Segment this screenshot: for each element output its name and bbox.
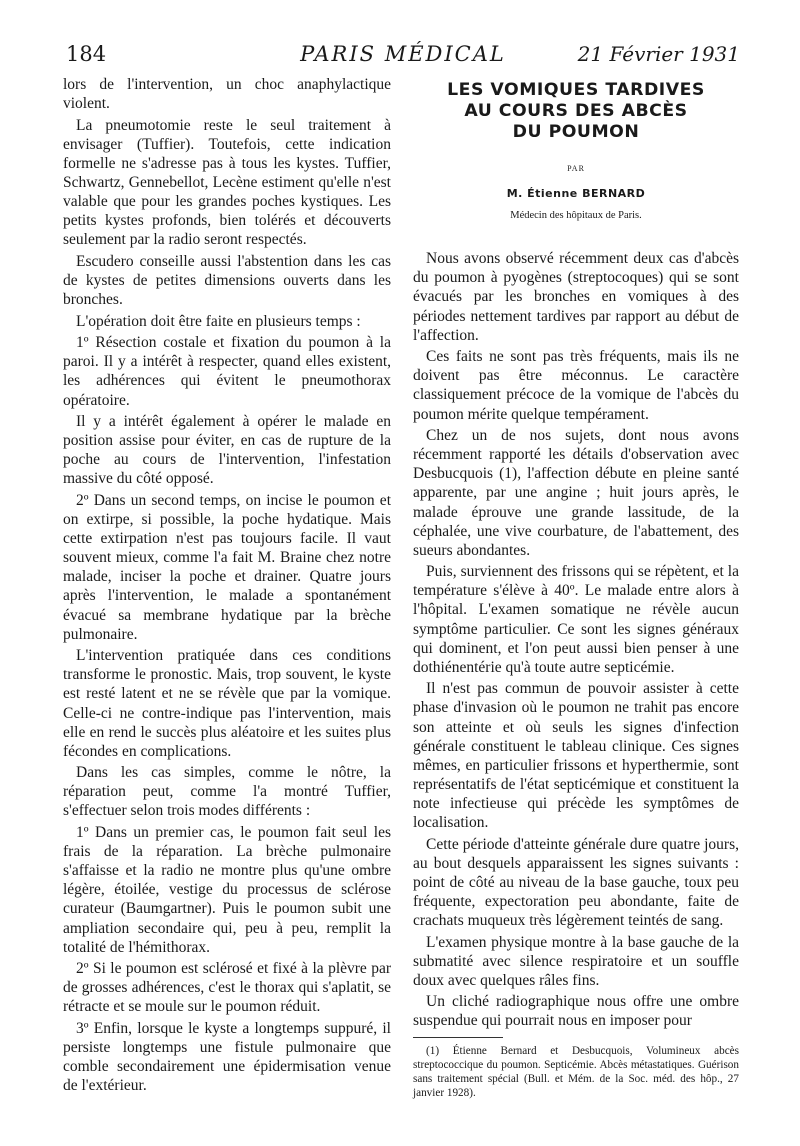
paragraph: 2º Si le poumon est sclérosé et fixé à la plèvre par de grosses adhérences, c'est le thorax qui s'aplatit, se rétracte et se moule sur le poumon réduit. bbox=[63, 960, 391, 1016]
paragraph: 3º Enfin, lorsque le kyste a longtemps suppuré, il persiste longtemps une fistule pulmonaire que comble secondairement une épidermisation venue de l'extérieur. bbox=[63, 1020, 391, 1095]
paragraph: Ces faits ne sont pas très fréquents, mais ils ne doivent pas être méconnus. Le caractère classiquement précoce de la vomique de l'abcès du poumon mérite quelque tempérament. bbox=[413, 348, 739, 423]
left-column bbox=[63, 75, 391, 1098]
title-line: DU POUMON bbox=[512, 122, 640, 142]
paragraph: Dans les cas simples, comme le nôtre, la réparation peut, comme l'a montré Tuffier, s'effectuer selon trois modes différents : bbox=[63, 764, 391, 820]
paragraph: 1º Dans un premier cas, le poumon fait seul les frais de la réparation. La brèche pulmonaire s'affaisse et la radio ne montre plus qu'une ombre légère, étoilée, vestige du processus de sclérose curateur (Baumgartner). Puis le poumon subit une ampliation secondaire qui, peu à peu, remplit la totalité de l'hémithorax. bbox=[63, 824, 391, 956]
paragraph: Escudero conseille aussi l'abstention dans les cas de kystes de petites dimensions ouverts dans les bronches. bbox=[63, 252, 391, 309]
paragraph: Cette période d'atteinte générale dure quatre jours, au bout desquels apparaissent les signes suivants : point de côté au niveau de la base gauche, toux peu fréquente, expectoration peu abondante, faite de crachats muqueux très légèrement teintés de sang. bbox=[413, 835, 739, 929]
paragraph: lors de l'intervention, un choc anaphylactique violent. bbox=[63, 76, 391, 113]
byline-par: PAR bbox=[567, 164, 585, 173]
right-column bbox=[413, 75, 739, 1100]
page-header bbox=[66, 42, 740, 72]
footnote-divider bbox=[413, 1037, 503, 1038]
paragraph: Chez un de nos sujets, dont nous avons récemment rapporté les détails d'observation avec Desbucquois (1), l'affection débute en pleine santé apparente, par une angine ; huit jours après, le malade éprouve une grande lassitude, de la céphalée, une vive courbature, de l'abattement, des sueurs abondantes. bbox=[413, 427, 739, 559]
paragraph: Nous avons observé récemment deux cas d'abcès du poumon à pyogènes (streptocoques) qui se sont évacués par les bronches en vomiques à des périodes nettement tardives par rapport au début de l'affection. bbox=[413, 250, 739, 344]
paragraph: La pneumotomie reste le seul traitement à envisager (Tuffier). Toutefois, cette indication formelle ne s'adresse pas à tous les kystes. Tuffier, Schwartz, Gennebellot, Lecène estiment qu'elle n'est valable que pour les grandes poches kystiques. Les petits kystes profonds, bien tolérés et découverts seulement par la radio seront respectés. bbox=[63, 116, 391, 249]
footnote: (1) Étienne Bernard et Desbucquois, Volumineux abcès streptococcique du poumon. Septicémie. Abcès métastatiques. Guérison sans traitement spécial (Bull. et Mém. de la Soc. méd. des hôp., 27 janvier 1928). bbox=[413, 1044, 739, 1099]
paragraph: L'examen physique montre à la base gauche de la submatité avec silence respiratoire et un souffle doux avec quelques râles fins. bbox=[413, 933, 739, 989]
article-title bbox=[413, 80, 739, 143]
author-name: M. Étienne BERNARD bbox=[506, 187, 646, 201]
issue-date: 21 Février 1931 bbox=[577, 42, 740, 66]
paragraph: Il n'est pas commun de pouvoir assister à cette phase d'invasion où le poumon ne trahit pas encore son atteinte et où seuls les signes d'infection générale constituent le tableau clinique. Ces signes mêmes, en particulier frissons et hyperthermie, sont représentatifs de l'état septicémique et constituent la note infectieuse qui précède les symptômes de localisation. bbox=[413, 680, 739, 831]
paragraph: 2º Dans un second temps, on incise le poumon et on extirpe, si possible, la poche hydatique. Mais cette extirpation n'est pas toujours facile. Il vaut souvent mieux, comme l'a fait M. Braine chez notre malade, inciser la poche et drainer. Quatre jours après l'intervention, le malade a spontanément évacué sa membrane hydatique par la brèche pulmonaire. bbox=[63, 491, 391, 643]
title-line: AU COURS DES ABCÈS bbox=[464, 101, 688, 121]
page-number: 184 bbox=[66, 42, 107, 66]
title-line: LES VOMIQUES TARDIVES bbox=[447, 80, 705, 100]
paragraph: Puis, surviennent des frissons qui se répètent, et la température s'élève à 40º. Le malade entre alors à l'hôpital. L'examen somatique ne révèle aucun symptôme particulier. Ce sont les signes généraux qui dominent, et l'on peut aussi bien penser à une dothiénentérie qu'à toute autre septicémie. bbox=[413, 563, 739, 676]
paragraph: Un cliché radiographique nous offre une ombre suspendue qui pourrait nous en imposer pour bbox=[413, 993, 739, 1030]
paragraph: L'opération doit être faite en plusieurs temps : bbox=[76, 312, 361, 330]
paragraph: Il y a intérêt également à opérer le malade en position assise pour éviter, en cas de rupture de la poche au cours de l'intervention, l'infestation massive du côté opposé. bbox=[63, 413, 391, 488]
journal-title: PARIS MÉDICAL bbox=[300, 42, 506, 66]
author-affiliation: Médecin des hôpitaux de Paris. bbox=[510, 210, 642, 222]
paragraph: L'intervention pratiquée dans ces conditions transforme le pronostic. Mais, trop souvent, le kyste est resté latent et ne se révèle que par la vomique. Celle-ci ne contre-indique pas l'intervention, mais elle en rend le succès plus aléatoire et les suites plus fécondes en complications. bbox=[63, 647, 391, 760]
paragraph: 1º Résection costale et fixation du poumon à la paroi. Il y a intérêt à respecter, quand elles existent, les adhérences qui évitent le pneumothorax opératoire. bbox=[63, 334, 391, 409]
